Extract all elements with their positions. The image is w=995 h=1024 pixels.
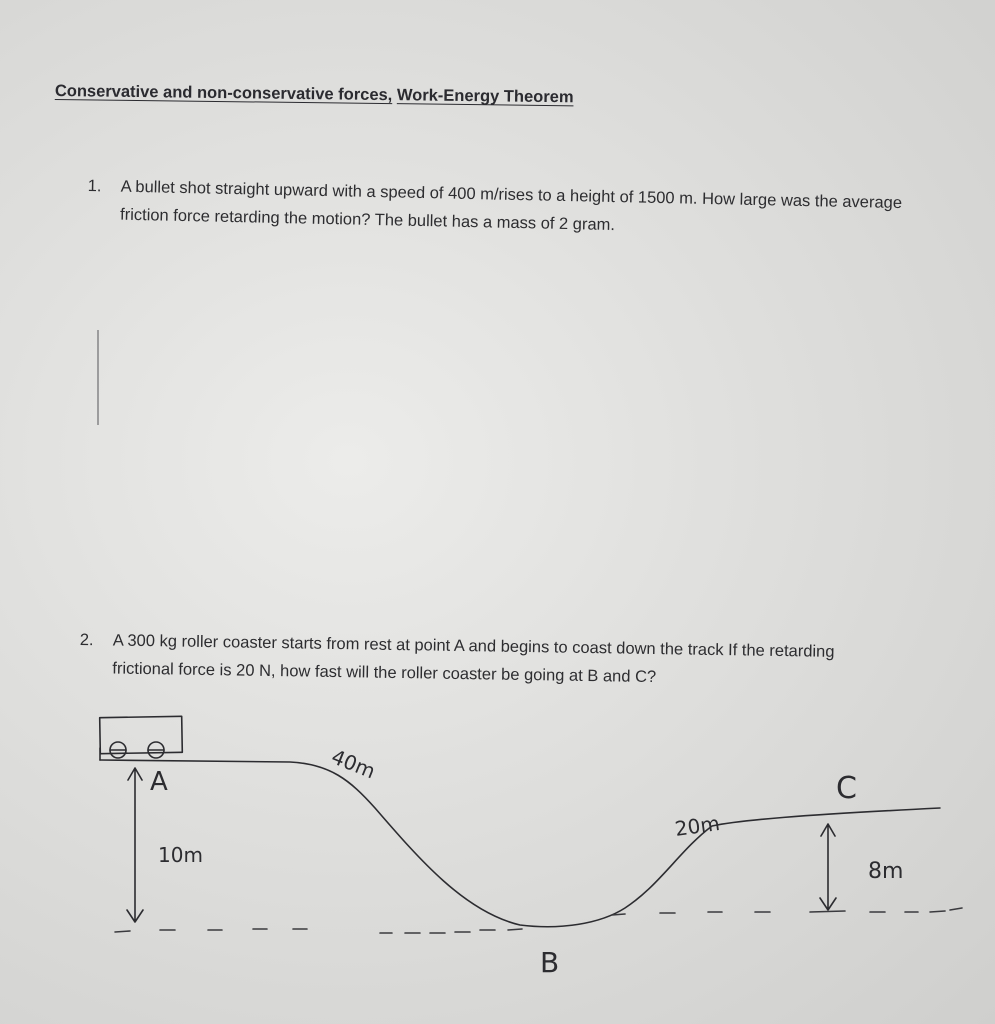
car-wheel-left: [110, 742, 126, 758]
coaster-car: [100, 716, 183, 753]
margin-pencil-mark: [97, 330, 99, 425]
coaster-track: [100, 760, 940, 927]
page-title: [55, 82, 655, 108]
label-slope-length-right: 20m: [673, 810, 722, 841]
label-slope-length: 40m: [328, 744, 379, 784]
problem-2: [79, 626, 910, 687]
label-point-a: A: [150, 767, 168, 797]
problem-1: [87, 172, 948, 235]
car-wheel-right: [148, 742, 164, 758]
problem-number: 2.: [79, 630, 94, 650]
ground-reference-line: [115, 908, 962, 933]
height-arrow-c: [820, 824, 836, 910]
height-arrow-a: [127, 768, 143, 922]
label-height-c: 8m: [868, 859, 904, 884]
problem-text: A bullet shot straight upward with a speed of 400 m/rises to a height of 1500 m. How large was the average friction force retarding the motion? The bullet has a mass of 2 gram.: [119, 177, 903, 235]
label-point-b: B: [540, 946, 560, 979]
problem-number: 1.: [87, 176, 102, 196]
label-point-c: C: [836, 771, 857, 806]
problem-text: A 300 kg roller coaster starts from rest at point A and begins to coast down the track If the retarding frictional force is 20 N, how fast will the roller coaster be going at B and C?: [112, 631, 835, 687]
title-topic: Conservative and non-conservative forces,: [54, 82, 393, 105]
title-theorem: Work-Energy Theorem: [396, 86, 574, 107]
label-height-a: 10m: [158, 843, 203, 867]
